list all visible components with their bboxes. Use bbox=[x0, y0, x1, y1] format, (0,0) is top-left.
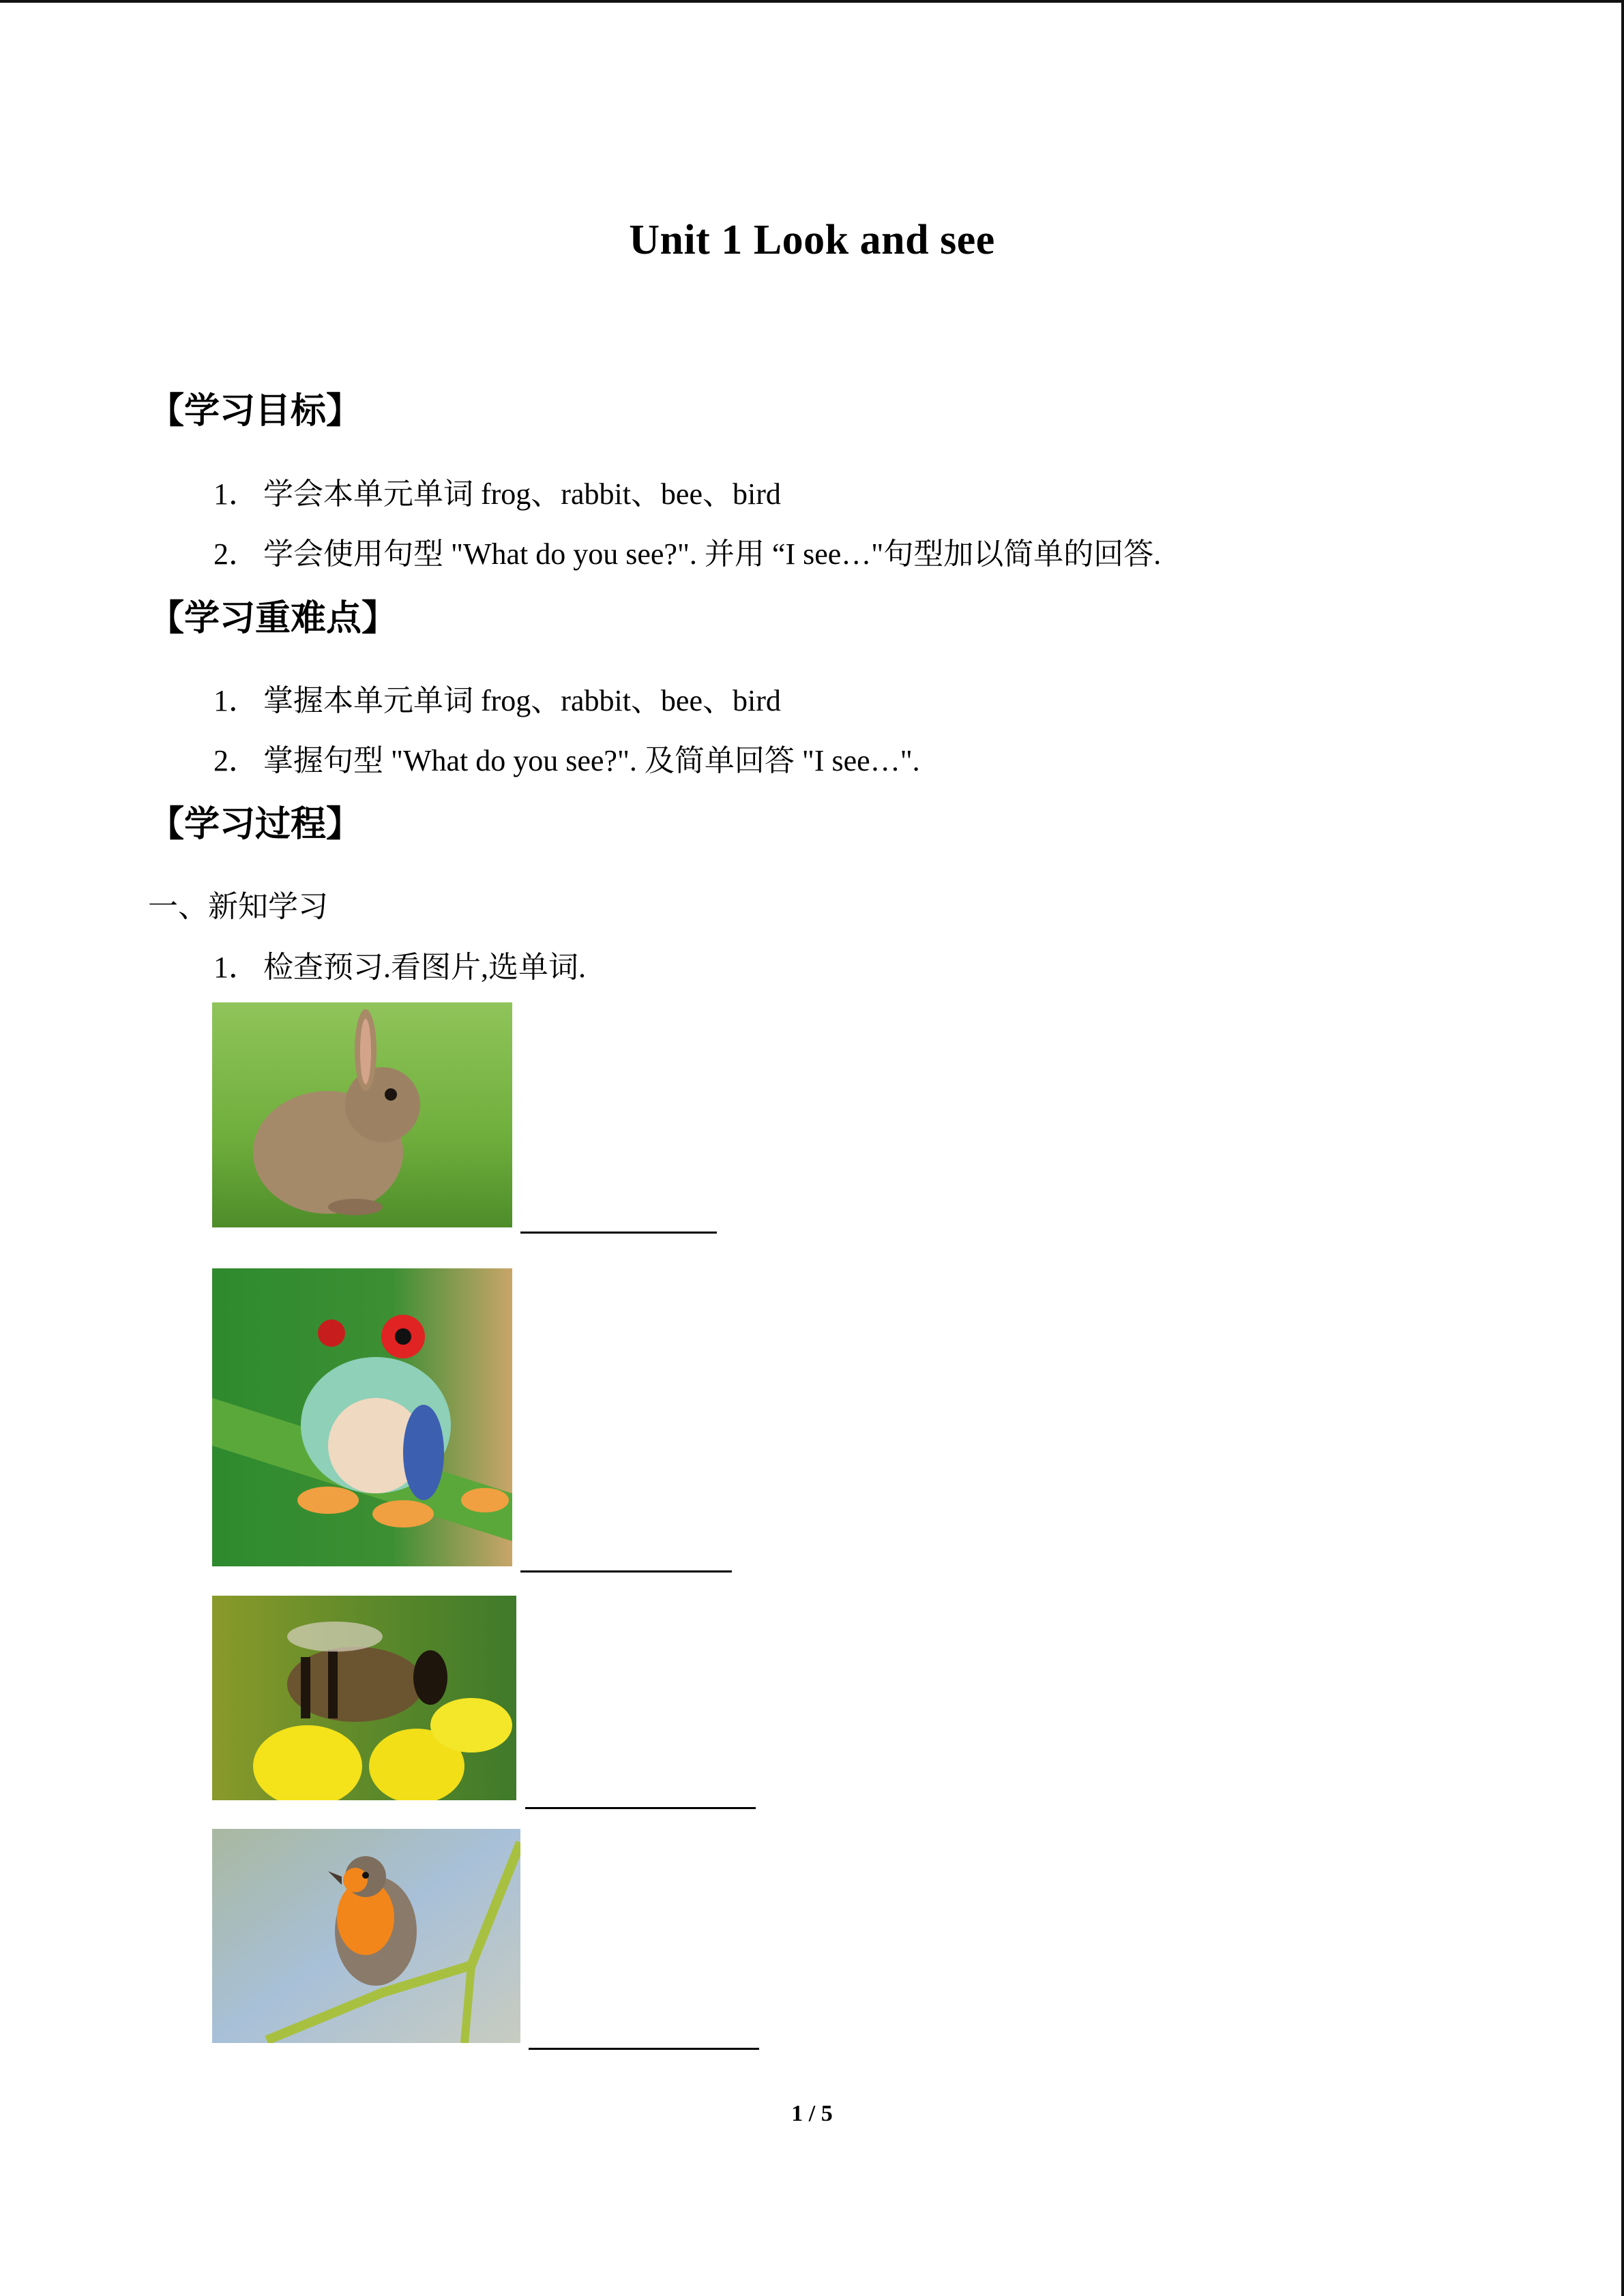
key-point-item-2-number: 2． bbox=[213, 744, 259, 777]
key-point-item-1-number: 1． bbox=[213, 684, 259, 717]
goal-item-2-number: 2． bbox=[213, 537, 259, 571]
key-point-item-2-text: 掌握句型 "What do you see?". 及简单回答 "I see…". bbox=[263, 744, 920, 777]
bee-photo bbox=[212, 1596, 516, 1800]
answer-blank-bird[interactable] bbox=[529, 2048, 759, 2050]
frog-photo bbox=[212, 1268, 512, 1566]
part-one-label: 一、新知学习 bbox=[148, 890, 328, 923]
heading-key-points: 【学习重难点】 bbox=[149, 599, 398, 638]
goal-item-1 bbox=[213, 475, 781, 513]
answer-blank-bee[interactable] bbox=[525, 1807, 756, 1809]
key-point-item-2 bbox=[213, 742, 920, 780]
exercise-1 bbox=[213, 949, 586, 987]
answer-blank-rabbit[interactable] bbox=[520, 1232, 717, 1234]
exercise-1-instruction: 检查预习.看图片,选单词. bbox=[263, 951, 586, 984]
rabbit-photo bbox=[212, 1002, 512, 1227]
exercise-1-number: 1． bbox=[213, 951, 259, 984]
page-border-right bbox=[1621, 0, 1624, 2296]
bird-photo bbox=[212, 1829, 520, 2043]
key-point-item-1 bbox=[213, 682, 781, 720]
document-title: Unit 1 Look and see bbox=[629, 217, 995, 263]
key-point-item-1-text: 掌握本单元单词 frog、rabbit、bee、bird bbox=[263, 684, 781, 717]
heading-learning-process: 【学习过程】 bbox=[149, 805, 362, 844]
page-number: 1 / 5 bbox=[791, 2101, 833, 2126]
goal-item-1-number: 1． bbox=[213, 477, 259, 511]
goal-item-1-text: 学会本单元单词 frog、rabbit、bee、bird bbox=[263, 477, 781, 511]
answer-blank-frog[interactable] bbox=[520, 1570, 732, 1572]
page-border-top bbox=[0, 0, 1624, 3]
heading-learning-goals: 【学习目标】 bbox=[149, 392, 362, 431]
goal-item-2 bbox=[213, 535, 1161, 573]
goal-item-2-text: 学会使用句型 "What do you see?". 并用 “I see…"句型加以简单的回答. bbox=[263, 537, 1162, 571]
